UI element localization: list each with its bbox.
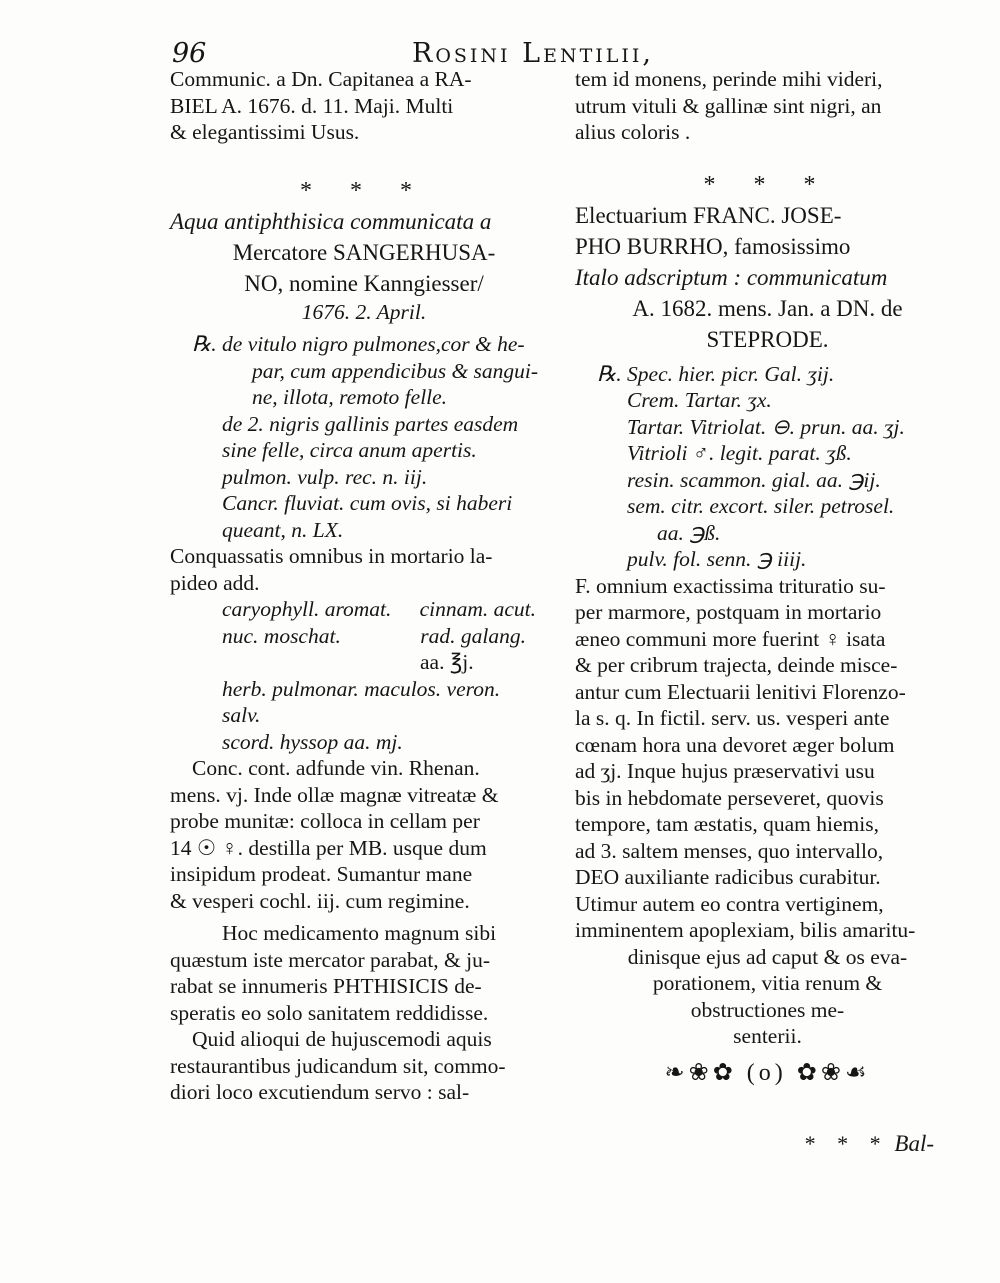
right-body-line: cœnam hora una devoret æger bolum [575, 732, 895, 757]
right-recipe-line: sem. citr. excort. siler. petrosel. [627, 494, 895, 518]
right-recipe-line: pulv. fol. senn. ℈ iiij. [627, 547, 807, 571]
section-stars: * * * [703, 171, 832, 198]
right-recipe-line: Vitrioli ♂. legit. parat. ʒß. [627, 441, 852, 465]
right-recipe-line: Tartar. Vitriolat. ⊖. prun. aa. ʒj. [627, 414, 905, 439]
left-recipe-line: ℞. de vitulo nigro pulmones,cor & he- [192, 332, 525, 356]
right-body-line: & per cribrum trajecta, deinde misce- [575, 653, 898, 677]
right-title-line: Italo adscriptum : communicatum [575, 264, 888, 290]
right-title-line: Electuarium FRANC. JOSE- [575, 202, 842, 228]
left-recipe-line: de 2. nigris gallinis partes easdem [222, 411, 519, 436]
right-title-line: STEPRODE. [706, 326, 829, 352]
left-title-line: NO, nomine Kanngiesser/ [244, 270, 484, 296]
right-body-line: Utimur autem eo contra vertiginem, [575, 891, 884, 916]
catchword-stars: * * * [804, 1131, 889, 1156]
right-body-line: bis in hebdomate perseveret, quovis [575, 785, 884, 810]
right-intro-line: alius coloris . [575, 120, 691, 144]
left-herb-line: salv. [222, 703, 261, 727]
left-paragraph-line: speratis eo solo sanitatem reddidisse. [170, 1000, 489, 1025]
right-body-line: ad ʒj. Inque hujus præservativi usu [575, 759, 875, 783]
right-body-line: DEO auxiliante radicibus curabitur. [575, 865, 881, 889]
ingredient-dose: aa. ℥j. [420, 650, 474, 674]
ingredient: caryophyll. aromat. [222, 597, 392, 621]
right-recipe-line: resin. scammon. gial. aa. ℈ij. [627, 467, 881, 492]
ingredient: rad. galang. [420, 623, 526, 648]
left-title-line: Mercatore SANGERHUSA- [232, 239, 496, 265]
right-body-line: ad 3. saltem menses, quo intervallo, [575, 838, 884, 863]
right-body-line: imminentem apoplexiam, bilis amaritu- [575, 918, 916, 942]
right-recipe-line: Crem. Tartar. ʒx. [627, 388, 772, 412]
section-stars: * * * [300, 177, 428, 204]
left-paragraph-line: rabat se innumeris PHTHISICIS de- [170, 974, 482, 998]
left-body-line: Conc. cont. adfunde vin. Rhenan. [192, 756, 480, 780]
right-body-line: F. omnium exactissima trituratio su- [575, 573, 886, 598]
left-intro-line: Communic. a Dn. Capitanea a RA- [170, 67, 472, 91]
left-title-line: Aqua antiphthisica communicata a [170, 208, 492, 234]
left-paragraph-line: restaurantibus judicandum sit, commo- [170, 1053, 506, 1078]
ingredient: nuc. moschat. [222, 623, 341, 648]
left-paragraph-line: diori loco excutiendum servo : sal- [170, 1080, 470, 1104]
right-title-line: PHO BURRHO, famosissimo [575, 233, 851, 259]
right-column [575, 66, 960, 1086]
right-title-line: A. 1682. mens. Jan. a DN. de [632, 295, 903, 321]
right-body-line: antur cum Electuarii lenitivi Florenzo- [575, 679, 906, 704]
right-body-line: per marmore, postquam in mortario [575, 600, 882, 624]
left-body-line: probe munitæ: colloca in cellam per [170, 809, 480, 833]
ingredient-row [170, 623, 558, 650]
right-recipe-line: aa. ℈ß. [657, 520, 721, 545]
left-paragraph-line: Hoc medicamento magnum sibi [222, 921, 497, 945]
left-date-line: 1676. 2. April. [301, 299, 427, 324]
left-paragraph-line: quæstum iste mercator parabat, & ju- [170, 947, 491, 972]
left-body-line: pideo add. [170, 570, 260, 595]
left-column [170, 66, 558, 1106]
left-body-line: insipidum prodeat. Sumantur mane [170, 862, 473, 886]
left-recipe-line: sine felle, circa anum apertis. [222, 438, 477, 462]
right-intro-line: utrum vituli & gallinæ sint nigri, an [575, 93, 882, 118]
right-body-line: tempore, tam æstatis, quam hiemis, [575, 812, 879, 836]
left-recipe-line: par, cum appendicibus & sangui- [252, 358, 539, 383]
right-body-line: la s. q. In fictil. serv. us. vesperi ante [575, 706, 890, 730]
running-head: Rosini Lentilii, [412, 38, 654, 69]
ingredient-row [170, 596, 558, 623]
right-closing-line: obstructiones me- [690, 997, 845, 1022]
left-paragraph-line: Quid alioqui de hujuscemodi aquis [192, 1027, 492, 1051]
right-body-line: æneo communi more fuerint ♀ isata [575, 626, 886, 651]
right-closing-line: senterii. [733, 1024, 802, 1048]
right-closing-line: porationem, vitia renum & [652, 971, 883, 995]
tailpiece-ornament: ❧❀✿ (o) ✿❀☙ [664, 1059, 871, 1086]
left-body-line: mens. vj. Inde ollæ magnæ vitreatæ & [170, 782, 499, 807]
catchword [805, 1131, 934, 1157]
left-body-line: & vesperi cochl. iij. cum regimine. [170, 888, 470, 913]
left-recipe-line: Cancr. fluviat. cum ovis, si haberi [222, 491, 513, 515]
left-body-line: 14 ☉ ♀. destilla per MB. usque dum [170, 835, 487, 860]
right-intro-line: tem id monens, perinde mihi videri, [575, 67, 883, 91]
left-body-line: Conquassatis omnibus in mortario la- [170, 544, 493, 568]
ingredient: cinnam. acut. [419, 597, 536, 621]
left-intro-line: & elegantissimi Usus. [170, 120, 360, 144]
page-number: 96 [172, 38, 207, 69]
right-closing-line: dinisque ejus ad caput & os eva- [627, 944, 908, 969]
left-intro-line: BIEL A. 1676. d. 11. Maji. Multi [170, 93, 454, 118]
left-recipe-line: ne, illota, remoto felle. [252, 385, 448, 409]
left-recipe-line: pulmon. vulp. rec. n. iij. [222, 464, 428, 489]
right-recipe-line: ℞. Spec. hier. picr. Gal. ʒij. [597, 361, 835, 386]
left-herb-line: herb. pulmonar. maculos. veron. [222, 676, 501, 701]
catchword-text: Bal- [894, 1131, 934, 1156]
left-recipe-line: queant, n. LX. [222, 517, 344, 542]
left-herb-line: scord. hyssop aa. mj. [222, 729, 403, 754]
